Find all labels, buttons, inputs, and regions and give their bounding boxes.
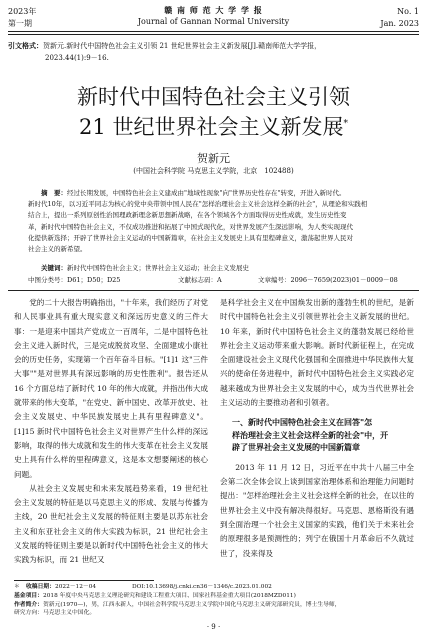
fund-label: 基金项目： (14, 592, 43, 599)
footnote-marker: ＊ (14, 584, 20, 590)
abstract-line-5: 化提供新选择；开辟了世界社会主义运动的中国新篇章，在社会主义发展史上具有里程碑意义，激荡起世界人民对 (28, 233, 353, 242)
keywords-label: 关键词： (41, 264, 67, 272)
fund-text: 2018 年度中央马克思主义理论研究和建设工程重大项目、国家社科基金重大项目(2018MZD011) (43, 592, 296, 599)
section-heading-1 (220, 417, 414, 455)
author-name: 贺新元 (197, 152, 230, 165)
section-heading-line-3: 辟了世界社会主义发展的中国新篇章 (232, 443, 360, 453)
keywords (28, 263, 400, 273)
header-rule-2 (8, 34, 419, 35)
received-date: 2022－12－04 (55, 584, 97, 590)
article-title-text: 21 世纪世界社会主义新发展 (79, 115, 344, 139)
body-right-column (220, 296, 414, 561)
citation-line-1: 贺新元.新时代中国特色社会主义引领 21 世纪世界社会主义新发展[J].赣南师范大学学报， (43, 42, 322, 50)
meta-rule (8, 290, 419, 291)
header-rule (8, 31, 419, 32)
journal-title-en: Journal of Gannan Normal University (137, 17, 290, 26)
section-heading-line-1: 一、新时代中国特色社会主义在回答"怎 (232, 418, 373, 428)
keywords-text: 新时代中国特色社会主义；世界社会主义运动；社会主义发展史 (67, 264, 249, 272)
section-heading-line-2: 样治理社会主义社会这样全新的社会"中，开 (232, 430, 389, 440)
footnote-received (14, 583, 420, 592)
body-paragraph-1: 党的二十大报告明确指出，"十年来，我们经历了对党和人民事业具有重大现实意义和深远历史意义的三件大事：一是迎来中国共产党成立一百周年，二是中国特色社会主义进入新时代，三是完成脱贫攻坚、全面建成小康社会的历史任务，实现第一个百年奋斗目标。"[1]1 这"三件大事""是对世界具有深远影响的历史性胜利"。报告还从 16 个方面总结了新时代 10 年的伟大成就，并指出伟大成就带来的伟大变革，"在党史、新中国史、改革开放史、社会主义发展史、中华民族发展史上具有里程碑意义"。[1]15 新时代中国特色社会主义对世界产生什么样的深远影响，取得的伟大成就和发生的伟大变革在社会主义发展史上具有什么样的里程碑意义，这是本文想要阐述的核心问题。 (14, 298, 208, 479)
footnote-rule (14, 580, 154, 581)
body-left-column (14, 296, 208, 568)
journal-title-cn: 赣 南 师 范 大 学 学 报 (164, 5, 263, 15)
abstract-label: 摘 要： (41, 189, 67, 197)
abstract (28, 188, 400, 255)
abstract-line-2: 新时代10年，以习近平同志为核心的党中央带领中国人民在"怎样治理社会主义社会这样全新的社会"，从理论和实践相 (28, 200, 368, 209)
header-issue: 第一期 (8, 19, 32, 28)
title-footnote-marker: * (343, 119, 348, 129)
received-label: 收稿日期： (26, 584, 55, 590)
abstract-line-4: 革，新时代中国特色社会主义，不仅成功推进和拓展了中国式现代化，对世界发展产生深远影响，为人类实现现代 (28, 222, 353, 231)
author-affiliation: (中国社会科学院 马克思主义学院，北京 102488) (133, 167, 294, 175)
abstract-line-6: 社会主义的新希望。 (28, 245, 87, 254)
header-date: Jan. 2023 (380, 19, 419, 28)
page-number: · 9 · (206, 623, 221, 631)
footnote-bio-2: 研究方向：马克思主义中国化。 (14, 610, 96, 617)
body-paragraph-4: 2013 年 11 月 12 日，习近平在中共十八届三中全会第二次全体会议上谈到国家治理体系和治理能力问题时提出："怎样治理社会主义社会这样全新的社会，在以往的世界社会主义中没有解决得很好。马克思、恩格斯没有遇到全面治理一个社会主义国家的实践，他们关于未来社会的原理很多是预测性的；列宁在俄国十月革命后不久就过世了，没来得及 (220, 462, 414, 558)
document-code: 文献标志码：A (178, 276, 222, 284)
bio-line-1: 贺新元(1970—)，男，江西永新人，中国社会科学院马克思主义学院中国化马克思主义研究部研究员，博士生导师， (43, 601, 341, 608)
abstract-line-1 (28, 188, 400, 199)
citation-label: 引文格式： (8, 42, 43, 50)
abstract-line-3: 结合上，提出一系列原创性治国理政新理念新思想新战略，在各个领域各个方面取得历史性成就，发生历史性变 (28, 211, 347, 220)
header-number: No. 1 (397, 7, 419, 16)
article-title-line-1: 新时代中国特色社会主义引领 (77, 85, 350, 109)
body-paragraph-3: 是科学社会主义在中国焕发出新的蓬勃生机的世纪，是新时代中国特色社会主义引领世界社会主义新发展的世纪。10 年来，新时代中国特色社会主义的蓬勃发展已经给世界社会主义运动带来重大影响。新时代新征程上，在完成全面建设社会主义现代化强国和全面推进中华民族伟大复兴的使命任务进程中，新时代中国特色社会主义实践必定越来越成为世界社会主义发展的中心，成为当代世界社会主义运动的主要推动者和引领者。 (220, 298, 414, 408)
header-year: 2023年 (8, 7, 37, 16)
footnote-bio (14, 601, 420, 610)
bio-label: 作者简介： (14, 601, 43, 608)
article-title-line-2 (0, 111, 427, 141)
footnote (14, 583, 420, 618)
clc-number: 中图分类号：D61；D50；D25 (28, 276, 121, 284)
citation (8, 41, 420, 51)
article-number: 文章编号：2096－7659(2023)01－0009－08 (258, 276, 398, 284)
citation-line-2: 2023.44(1):9－16. (45, 54, 109, 62)
doi: DOI:10.13698/j.cnki.cn36－1346/c.2023.01.002 (131, 584, 272, 590)
abstract-text-1: 经过长期发展，中国特色社会主义建成由"地域性现象"向"世界历史性存在"转变，开进入新时代。 (67, 189, 346, 197)
body-paragraph-2: 从社会主义发展史和未来发展趋势来看，19 世纪社会主义发展的特征是以马克思主义的形成、发展与传播为主线，20 世纪社会主义发展的特征则主要是以苏东社会主义和东亚社会主义的伟大实践为标识，21 世纪社会主义发展的特征则主要是以新时代中国特色社会主义的伟大实践为标识，而 21 世纪又 (14, 483, 208, 565)
footnote-fund (14, 592, 420, 601)
